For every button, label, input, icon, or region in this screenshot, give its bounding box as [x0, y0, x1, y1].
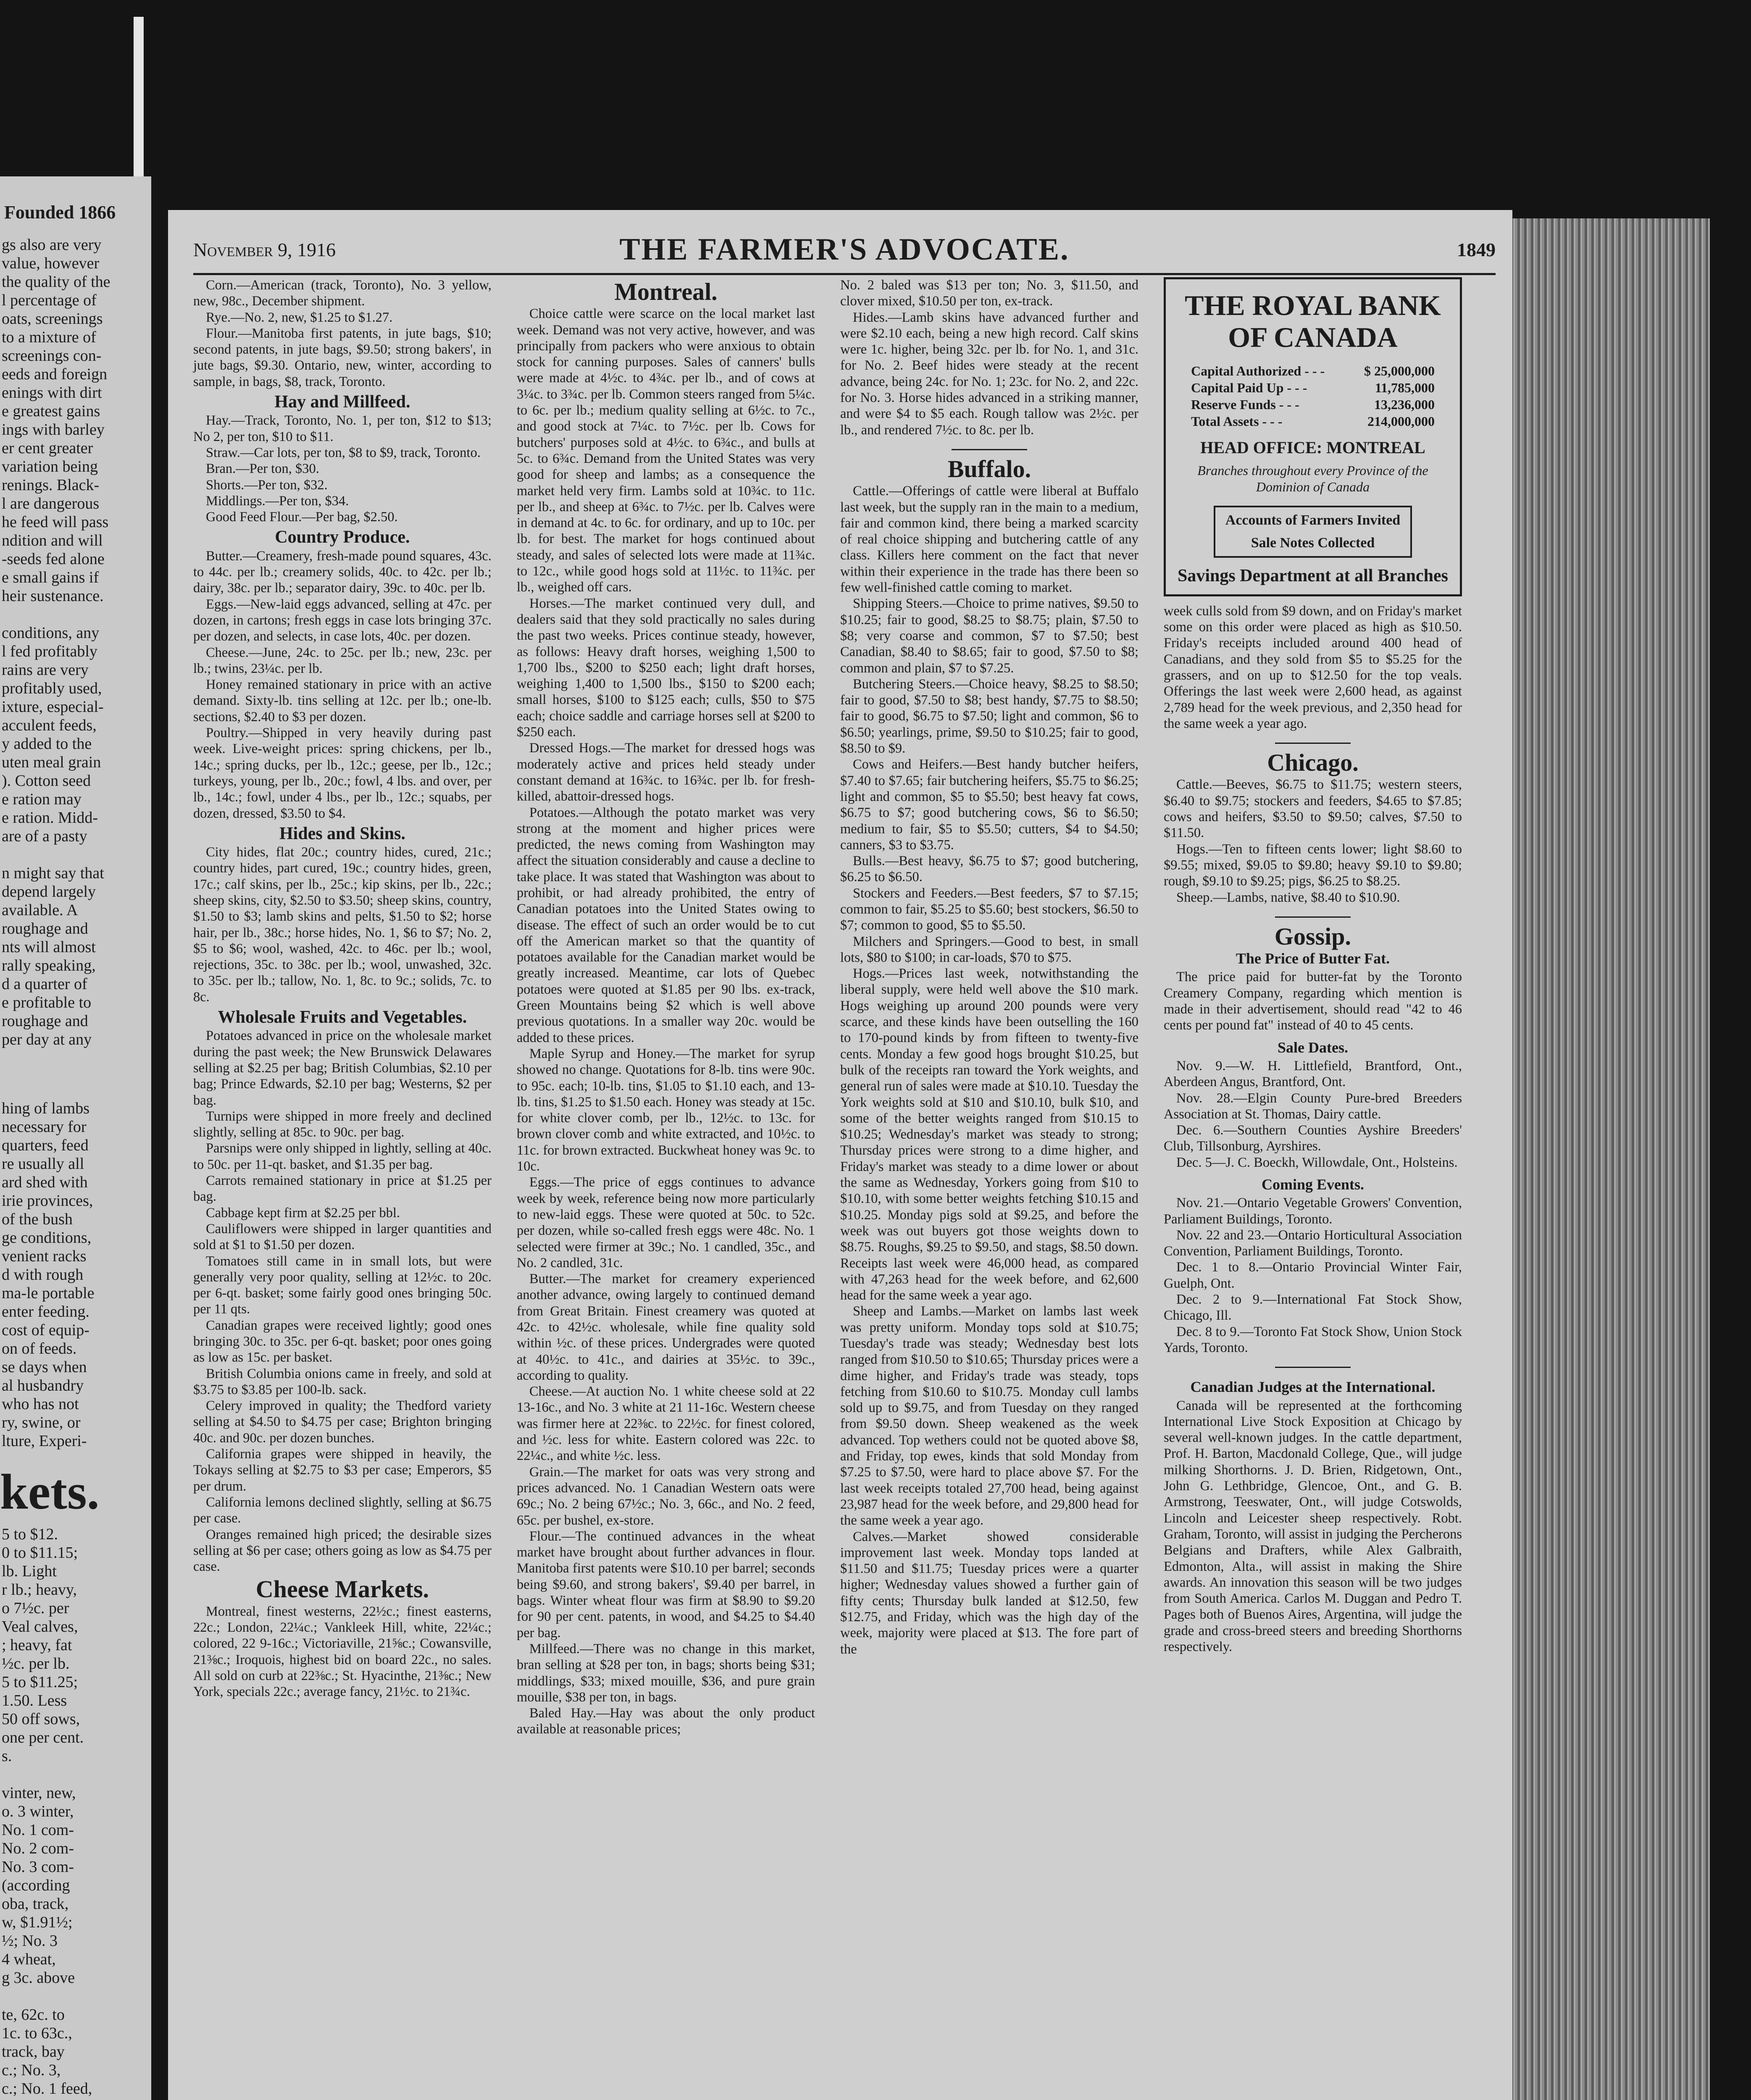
left-page-line: ; heavy, fat	[2, 1636, 72, 1654]
left-page-line: screenings con-	[2, 347, 102, 365]
section-heading: Gossip.	[1274, 922, 1351, 950]
masthead: THE FARMER'S ADVOCATE.	[619, 232, 1070, 267]
left-page-line: y added to the	[2, 735, 92, 753]
left-page-line: e profitable to	[2, 994, 92, 1011]
section-rule	[1275, 1367, 1351, 1368]
left-page-line: oats, screenings	[2, 310, 103, 328]
article-paragraph: Cheese.—At auction No. 1 white cheese sold at 22 13-16c., and No. 3 white at 21 11-16c. Western cheese was firmer here at 22⅜c. to 22½c. for finest colored, and ½c. less for white. Eastern colored was 22c. to 22¼c., and white ½c. less.	[517, 1384, 815, 1464]
left-page-line: one per cent.	[2, 1729, 84, 1746]
bank-figure-value: 11,785,000	[1375, 380, 1435, 395]
article-paragraph: Calves.—Market showed considerable improvement last week. Monday tops landed at $11.50 and $11.75; Tuesday prices were a quarter higher; Wednesday values showed a further gain of fifty cents; Thursday bulk landed at $12.50, few $12.75, and Friday, which was the high day of the week, majority were placed at $13. The fore part of the	[840, 1529, 1138, 1657]
left-page-line: he feed will pass	[2, 513, 109, 531]
bank-service-line: Accounts of Farmers Invited	[1225, 512, 1401, 528]
left-page-line: w, $1.91½;	[2, 1914, 73, 1931]
left-page-line: ½; No. 3	[2, 1932, 58, 1950]
article-paragraph: No. 2 baled was $13 per ton; No. 3, $11.50, and clover mixed, $10.50 per ton, ex-track.	[840, 278, 1138, 309]
scan-edge-bar	[134, 17, 144, 185]
left-page-line: te, 62c. to	[2, 2006, 65, 2024]
article-paragraph: Maple Syrup and Honey.—The market for syrup showed no change. Quotations for 8-lb. tins were 90c. to 95c. each; 10-lb. tins, $1.05 to $1.10 each, and 13-lb. tins, $1.25 to $1.50 each. Honey was steady at 15c. for white clover comb, per lb., 12½c. to 13c. for brown clover comb and white extracted, and 10½c. to 11c. for brown extracted. Buckwheat honey was 9c. to 10c.	[517, 1046, 815, 1174]
left-page-line: 50 off sows,	[2, 1710, 80, 1728]
left-page-line: cost of equip-	[2, 1321, 89, 1339]
left-page-line: track, bay	[2, 2043, 65, 2061]
left-page-line: 4 wheat,	[2, 1950, 56, 1968]
left-page-line: necessary for	[2, 1118, 87, 1136]
article-paragraph: Nov. 21.—Ontario Vegetable Growers' Convention, Parliament Buildings, Toronto.	[1164, 1195, 1462, 1227]
bank-figure-row	[1191, 413, 1435, 430]
left-page-line: vinter, new,	[2, 1784, 76, 1802]
article-paragraph: Shorts.—Per ton, $32.	[206, 477, 328, 493]
left-page-fragments	[0, 1099, 151, 1450]
bank-figure-value: 214,000,000	[1367, 414, 1435, 429]
left-page-line: lture, Experi-	[2, 1432, 87, 1450]
left-page-line: renings. Black-	[2, 476, 100, 494]
article-paragraph: Canada will be represented at the forthcoming International Live Stock Exposition at Chicago by several well-known judges. In the cattle department, Prof. H. Barton, Macdonald College, Que., will judge milking Shorthorns. J. D. Brien, Ridgetown, Ont., John G. Lethbridge, Glencoe, Ont., and G. B. Armstrong, Teeswater, Ont., will judge Cotswolds, Lincoln and Leicester sheep respectively. Robt. Graham, Toronto, will assist in judging the Percherons Belgians and Drafters, while Alex Galbraith, Edmonton, Alta., will assist in making the Shire awards. An innovation this season will be two judges from South America. Carlos M. Duggan and Pedro T. Pages both of Buenos Aires, Argentina, will judge the grade and cross-breed steers and breeding Shorthorns respectively.	[1164, 1398, 1462, 1654]
left-page-line: l are dangerous	[2, 495, 100, 512]
left-page-line: ma-le portable	[2, 1284, 95, 1302]
left-page-line: quarters, feed	[2, 1137, 89, 1154]
left-page-line: d with rough	[2, 1266, 84, 1284]
article-paragraph: Middlings.—Per ton, $34.	[206, 493, 349, 509]
left-page-line: No. 1 com-	[2, 1821, 74, 1839]
section-heading: Wholesale Fruits and Vegetables.	[218, 1008, 467, 1027]
section-rule	[1275, 916, 1351, 918]
article-paragraph: Cheese.—June, 24c. to 25c. per lb.; new, 23c. per lb.; twins, 23¼c. per lb.	[193, 645, 492, 676]
left-page-line: to a mixture of	[2, 328, 96, 346]
article-paragraph: Parsnips were only shipped in lightly, selling at 40c. to 50c. per 11-qt. basket, and $1.35 per bag.	[193, 1141, 492, 1172]
bank-figure-label: Total Assets - - -	[1191, 414, 1283, 429]
left-page-line: who has not	[2, 1395, 79, 1413]
section-heading: Chicago.	[1267, 749, 1359, 777]
bank-title-line1: THE ROYAL BANK	[1185, 289, 1441, 321]
left-page-line: depend largely	[2, 883, 96, 900]
left-page-line: acculent feeds,	[2, 717, 97, 734]
column-2	[517, 277, 815, 1738]
article-paragraph: Hides.—Lamb skins have advanced further and were $2.10 each, being a new high record. Calf skins were 1c. higher, being 32c. per lb. for No. 1, and 31c. for No. 2. Beef hides were steady at the recent advance, being 24c. for No. 1; 23c. for No. 2, and 22c. for No. 3. Horse hides advanced in a striking manner, and were $4 to $5 each. Rough tallow was 2½c. per lb., and rendered 7½c. to 8c. per lb.	[840, 310, 1138, 438]
article-paragraph: Hay.—Track, Toronto, No. 1, per ton, $12 to $13; No 2, per ton, $10 to $11.	[193, 413, 492, 444]
left-page-line	[0, 1987, 151, 2006]
left-page-line: s.	[2, 1747, 12, 1765]
section-heading: Hides and Skins.	[279, 824, 405, 843]
article-paragraph: Hogs.—Prices last week, notwithstanding the liberal supply, were held well above the $10 mark. Hogs weighing up around 200 pounds were very scarce, and these kinds have been outselling the 160 to 170-pound kinds by from fifteen to twenty-five cents. Monday a few good hogs brought $10.25, but bulk of the receipts ran toward the York weights, and general run of sales were made at $10.10. Tuesday the York weights sold at $10 and $10.10, bulk $10, and some of the better weights ranged from $10.15 to $10.25; Wednesday's market was steady to strong; Thursday prices were strong to a dime higher, and Friday's market was steady to a dime lower or about the same as Wednesday, Yorkers going from $10 to $10.10, with some better weights fetching $10.15 and $10.25. Monday pigs sold at $9.25, and before the week was out buyers got those weights down to $8.75. Roughs, $9.25 to $9.50, and stags, $8.50 down. Receipts last week were 46,000 head, as compared with 47,263 head for the week before, and 62,600 head for the same week a year ago.	[840, 966, 1138, 1303]
article-paragraph: Cattle.—Beeves, $6.75 to $11.75; western steers, $6.40 to $9.75; stockers and feeders, $4.65 to $7.85; cows and heifers, $3.50 to $9.50; calves, $7.50 to $11.50.	[1164, 777, 1462, 841]
left-page-line: ry, swine, or	[2, 1414, 81, 1431]
section-rule	[952, 449, 1027, 450]
article-paragraph: Carrots remained stationary in price at $1.25 per bag.	[193, 1173, 492, 1205]
article-paragraph: Grain.—The market for oats was very strong and prices advanced. No. 1 Canadian Western oats were 69c.; No. 2 being 67½c.; No. 3, 66c., and No. 2 feed, 65c. per bushel, ex-store.	[517, 1464, 815, 1528]
left-page-line: roughage and	[2, 1012, 88, 1030]
left-page-line: o. 3 winter,	[2, 1803, 74, 1820]
royal-bank-advertisement	[1164, 277, 1462, 596]
section-heading: Buffalo.	[947, 455, 1031, 483]
book-binding-edge	[1508, 218, 1710, 2100]
article-paragraph: Dec. 1 to 8.—Ontario Provincial Winter Fair, Guelph, Ont.	[1164, 1260, 1462, 1291]
left-page-line	[0, 1765, 151, 1784]
article-paragraph: Bulls.—Best heavy, $6.75 to $7; good butchering, $6.25 to $6.50.	[840, 853, 1138, 885]
article-paragraph: Potatoes.—Although the potato market was very strong at the moment and higher prices were predicted, the news coming from Washington may affect the situation considerably and cause a decline to take place. It was stated that Washington was about to prohibit, or had already prohibited, the entry of Canadian potatoes into the United States owing to disease. The effect of such an order would be to cut off the American market so that the quantity of potatoes available for the Canadian market would be greatly increased. Meantime, car lots of Quebec potatoes were quoted at $1.85 per 90 lbs. ex-track, Green Mountains being $2 which is well above previous quotations. In a smaller way 20c. would be added to these prices.	[517, 805, 815, 1045]
bank-branches: Branches throughout every Province of the Dominion of Canada	[1197, 463, 1428, 494]
left-page-line: No. 3 com-	[2, 1858, 74, 1876]
article-paragraph: Horses.—The market continued very dull, and dealers said that they sold practically no sales during the past two weeks. Prices continue steady, however, as follows: Heavy draft horses, weighing 1,500 to 1,700 lbs., $200 to $250 each; light draft horses, weighing 1,400 to 1,500 lbs., $150 to $200 each; small horses, $100 to $125 each; culls, $50 to $75 each; choice saddle and carriage horses sell at $200 to $250 each.	[517, 596, 815, 740]
left-page-line: are of a pasty	[2, 827, 87, 845]
left-page-line: gs also are very	[2, 236, 102, 254]
article-paragraph: Oranges remained high priced; the desirable sizes selling at $6 per case; others going as low as $4.75 per case.	[193, 1527, 492, 1575]
page-header	[193, 227, 1496, 275]
left-page-line: venient racks	[2, 1247, 87, 1265]
bank-figure-row	[1191, 379, 1435, 396]
left-page-line: profitably used,	[2, 680, 102, 697]
left-page-line: hing of lambs	[2, 1100, 89, 1117]
left-page-headline: kets.	[0, 1464, 100, 1520]
left-page-line: n might say that	[2, 864, 104, 882]
article-paragraph: Straw.—Car lots, per ton, $8 to $9, track, Toronto.	[206, 445, 481, 460]
article-paragraph: Cauliflowers were shipped in larger quantities and sold at $1 to $1.50 per dozen.	[193, 1221, 492, 1253]
section-rule	[1275, 743, 1351, 744]
subheading: The Price of Butter Fat.	[1236, 950, 1390, 967]
article-paragraph: Butter.—Creamery, fresh-made pound squares, 43c. to 44c. per lb.; creamery solids, 40c. to 42c. per lb.; dairy, 38c. per lb.; separator dairy, 39c. to 40c. per lb.	[193, 548, 492, 596]
article-paragraph: Bran.—Per ton, $30.	[206, 461, 319, 477]
left-page-line	[0, 845, 151, 864]
article-paragraph: California grapes were shipped in heavily, the Tokays selling at $2.75 to $3 per case; Emperors, $5 per drum.	[193, 1446, 492, 1494]
left-page-line: eeds and foreign	[2, 365, 108, 383]
left-page-line: the quality of the	[2, 273, 110, 291]
article-paragraph: Turnips were shipped in more freely and declined slightly, selling at 85c. to 90c. per bag.	[193, 1108, 492, 1140]
article-paragraph: California lemons declined slightly, selling at $6.75 per case.	[193, 1494, 492, 1526]
bank-figure-value: 13,236,000	[1374, 397, 1435, 412]
left-page-line: variation being	[2, 458, 98, 475]
article-paragraph: Butter.—The market for creamery experienced another advance, owing largely to continued demand from Great Britain. Finest creamery was quoted at 42c. to 42½c. wholesale, while fine quality sold within ½c. of these prices. Undergrades were quoted at 40½c. to 41c., and dairies at 35½c. to 39c., according to quality.	[517, 1271, 815, 1383]
bank-services-box	[1214, 506, 1412, 558]
article-paragraph: Milchers and Springers.—Good to best, in small lots, $80 to $100; in car-loads, $70 to $75.	[840, 934, 1138, 965]
article-paragraph: City hides, flat 20c.; country hides, cured, 21c.; country hides, part cured, 19c.; country hides, green, 17c.; calf skins, per lb., 25c.; kip skins, per lb., 22c.; sheep skins, city, $2.50 to $3.50; sheep skins, country, $1.50 to $3; lamb skins and pelts, $1.50 to $2; horse hair, per lb., 38c.; horse hides, No. 1, $6 to $7; No. 2, $5 to $6; wool, washed, 42c. to 46c. per lb.; wool, rejections, 35c. to 38c. per lb.; wool, unwashed, 32c. to 35c. per lb.; tallow, No. 1, 8c. to 9c.; solids, 7c. to 8c.	[193, 845, 492, 1005]
left-page-line: ard shed with	[2, 1173, 88, 1191]
left-page-line: c.; No. 1 feed,	[2, 2080, 92, 2097]
left-page-line: conditions, any	[2, 624, 100, 642]
left-page-header: Founded 1866	[4, 202, 116, 223]
left-page-line: e ration. Midd-	[2, 809, 98, 827]
left-page-line: ings with barley	[2, 421, 105, 438]
left-page-line: r lb.; heavy,	[2, 1581, 77, 1599]
left-page-line: oba, track,	[2, 1895, 69, 1913]
article-paragraph: Baled Hay.—Hay was about the only product available at reasonable prices;	[517, 1706, 815, 1737]
article-paragraph: British Columbia onions came in freely, and sold at $3.75 to $3.85 per 100-lb. sack.	[193, 1366, 492, 1397]
subheading: Sale Dates.	[1278, 1039, 1348, 1056]
left-facing-page	[0, 176, 151, 2100]
left-page-line: heir sustenance.	[2, 587, 104, 605]
article-paragraph: Eggs.—The price of eggs continues to advance week by week, reference being now more particularly to new-laid eggs. These were quoted at 50c. to 52c. per dozen, while so-called fresh eggs were 48c. No. 1 selected were firmer at 39c.; No. 1 candled, 35c., and No. 2 candled, 31c.	[517, 1175, 815, 1270]
article-paragraph: Shipping Steers.—Choice to prime natives, $9.50 to $10.25; fair to good, $8.25 to $8.75; plain, $7.50 to $8; very coarse and common, $7 to $7.50; best Canadian, $8.40 to $8.65; fair to good, $7.50 to $8; common and plain, $7 to $7.25.	[840, 596, 1138, 676]
left-page-line: c.; No. 3,	[2, 2061, 61, 2079]
left-page-fragments	[0, 236, 151, 1049]
article-paragraph: Dec. 5—J. C. Boeckh, Willowdale, Ont., Holsteins.	[1176, 1155, 1458, 1170]
bank-figure-label: Capital Authorized - - -	[1191, 363, 1325, 378]
article-paragraph: The price paid for butter-fat by the Toronto Creamery Company, regarding which mention is made in their advertisement, should read "42 to 46 cents per pound fat" instead of 40 to 45 cents.	[1164, 969, 1462, 1033]
article-paragraph: Poultry.—Shipped in very heavily during past week. Live-weight prices: spring chickens, per lb., 14c.; spring ducks, per lb., 12c.; geese, per lb., 12c.; turkeys, young, per lb., 20c.; fowl, 4 lbs. and over, per lb., 14c.; fowl, under 4 lbs., per lb., 12c.; squabs, per dozen, dressed, $3.50 to $4.	[193, 725, 492, 821]
left-page-line: o 7½c. per	[2, 1599, 69, 1617]
left-page-line: roughage and	[2, 920, 88, 937]
left-page-line: lb. Light	[2, 1562, 57, 1580]
bank-title-line2: OF CANADA	[1228, 321, 1398, 353]
bank-figure-label: Reserve Funds - - -	[1191, 397, 1299, 412]
article-paragraph: Tomatoes still came in in small lots, but were generally very poor quality, selling at 12½c. to 20c. per 6-qt. basket; some fairly good ones bringing 50c. per 11 qts.	[193, 1253, 492, 1317]
article-paragraph: Montreal, finest westerns, 22½c.; finest easterns, 22c.; London, 22¼c.; Vankleek Hill, white, 22¼c.; colored, 22 9-16c.; Victoriaville, 21⅝c.; Cowansville, 21⅜c.; Iroquois, highest bid on board 22c., no sales. All sold on curb at 22⅜c.; St. Hyacinthe, 21⅜c.; New York, specials 22c.; average fancy, 21½c. to 21¾c.	[193, 1604, 492, 1700]
bank-figure-value: $ 25,000,000	[1364, 363, 1435, 378]
article-paragraph: Flour.—The continued advances in the wheat market have brought about further advances in flour. Manitoba first patents were $10.10 per barrel; seconds being $9.60, and strong bakers', $9.40 per barrel, in bags. Winter wheat flour was firm at $8.90 to $9.20 for 90 per cent. patents, in wood, and $4.25 to $4.40 per bag.	[517, 1528, 815, 1641]
article-paragraph: week culls sold from $9 down, and on Friday's market some on this order were placed as high as $10.50. Friday's receipts included around 400 head of Canadians, and they sold from $5 to $5.25 for the grassers, and on up to $12.50 for the top veals. Offerings the last week were 2,600 head, as against 2,789 head for the week previous, and 2,350 head for the same week a year ago.	[1164, 603, 1462, 731]
section-heading: Hay and Millfeed.	[274, 392, 410, 412]
left-page-line: -seeds fed alone	[2, 550, 105, 568]
article-paragraph: Millfeed.—There was no change in this market, bran selling at $28 per ton, in bags; shorts being $31; middlings, $33; mixed mouille, $36, and pure grain mouille, $38 per ton, in bags.	[517, 1641, 815, 1705]
article-paragraph: Dec. 6.—Southern Counties Ayshire Breeders' Club, Tillsonburg, Ayrshires.	[1164, 1123, 1462, 1154]
left-page-line: irie provinces,	[2, 1192, 93, 1210]
article-paragraph: Corn.—American (track, Toronto), No. 3 yellow, new, 98c., December shipment.	[193, 278, 492, 309]
left-page-line: g 3c. above	[2, 1969, 75, 1987]
left-page-line: 5 to $11.25;	[2, 1673, 78, 1691]
article-paragraph: Dec. 8 to 9.—Toronto Fat Stock Show, Union Stock Yards, Toronto.	[1164, 1324, 1462, 1355]
bank-savings-line: Savings Department at all Branches	[1178, 566, 1448, 586]
article-paragraph: Good Feed Flour.—Per bag, $2.50.	[206, 509, 398, 525]
newspaper-page	[168, 210, 1512, 2100]
left-page-line: al husbandry	[2, 1377, 84, 1394]
article-paragraph: Potatoes advanced in price on the wholesale market during the past week; the New Brunswick Delawares selling at $2.25 per bag; British Columbias, $2.10 per bag; Prince Edwards, $2.10 per bag; Westerns, $2 per bag.	[193, 1028, 492, 1108]
bank-figure-row	[1191, 396, 1435, 413]
section-heading: Montreal.	[614, 278, 718, 305]
left-page-line: Veal calves,	[2, 1618, 78, 1635]
bank-figure-row	[1191, 362, 1435, 379]
section-heading: Cheese Markets.	[255, 1575, 429, 1603]
left-page-line: No. 2 com-	[2, 1840, 74, 1857]
bank-head-office: HEAD OFFICE: MONTREAL	[1200, 438, 1425, 457]
left-page-line: nts will almost	[2, 938, 96, 956]
column-4	[1164, 277, 1462, 1655]
issue-date: November 9, 1916	[193, 239, 336, 260]
left-page-line: se days when	[2, 1358, 87, 1376]
left-page-line: ixture, especial-	[2, 698, 104, 716]
left-page-line: e greatest gains	[2, 402, 100, 420]
left-page-line: ½c. per lb.	[2, 1655, 70, 1672]
article-paragraph: Nov. 9.—W. H. Littlefield, Brantford, Ont., Aberdeen Angus, Brantford, Ont.	[1164, 1058, 1462, 1090]
left-page-line: er cent greater	[2, 439, 93, 457]
bank-figure-label: Capital Paid Up - - -	[1191, 380, 1307, 395]
left-page-line: available. A	[2, 901, 78, 919]
left-page-line: 1.50. Less	[2, 1692, 67, 1709]
left-page-line: enter feeding.	[2, 1303, 89, 1320]
left-page-line: rains are very	[2, 661, 89, 679]
left-page-line: per day at any	[2, 1031, 92, 1048]
article-paragraph: Stockers and Feeders.—Best feeders, $7 to $7.15; common to fair, $5.25 to $5.60; best stockers, $6.50 to $7; common to good, $5 to $5.50.	[840, 885, 1139, 933]
left-page-line: value, however	[2, 255, 100, 272]
bank-service-line: Sale Notes Collected	[1251, 535, 1375, 551]
article-paragraph: Hogs.—Ten to fifteen cents lower; light $8.60 to $9.55; mixed, $9.05 to $9.80; heavy $9.10 to $9.80; rough, $9.10 to $9.25; pigs, $6.25 to $8.25.	[1164, 841, 1462, 889]
article-paragraph: Choice cattle were scarce on the local market last week. Demand was not very active, however, and was principally from packers who were anxious to obtain stock for canning purposes. Sales of canners' bulls were made at 4½c. to 4¾c. per lb., and of cows at 3¼c. to 3¾c. per lb. Common steers ranged from 5¼c. to 6c. per lb.; medium quality selling at 6½c. to 7c., and good stock at 7¼c. to 7½c. per lb. Cows for butchers' purposes sold at 4½c. to 6¾c., and bulls at 5c. to 6¾c. Demand from the United States was very good for sheep and lambs; as a consequence the market held very firm. Lambs sold at 10¾c. to 11c. per lb., and sheep at 6¾c. to 7½c. per lb. Calves were in demand at 4c. to 6c. for ordinary, and up to 10c. per lb. for best. The market for hogs continued about steady, and sales of selected lots were made at 11¾c. to 12c., while good hogs sold at 11½c. to 11¾c. per lb., weighed off cars.	[517, 306, 815, 595]
article-paragraph: Dressed Hogs.—The market for dressed hogs was moderately active and prices held steady under constant demand at 16¾c. to 16¾c. per lb. for fresh-killed, abattoir-dressed hogs.	[517, 740, 815, 804]
left-page-line: (according	[2, 1877, 70, 1894]
section-heading: Country Produce.	[275, 528, 410, 547]
article-paragraph: Cattle.—Offerings of cattle were liberal at Buffalo last week, but the supply ran in the main to a medium, fair and common kind, there being a marked scarcity of real choice shipping and butchering cattle of any class. Killers here comment on the fact that never within their experience in the trade has there been so few well-finished cattle coming to market.	[840, 483, 1138, 596]
bank-figures	[1174, 362, 1451, 430]
left-page-line: d a quarter of	[2, 975, 87, 993]
article-paragraph: Flour.—Manitoba first patents, in jute bags, $10; second patents, in jute bags, $9.50; strong bakers', in jute bags, $9.30. Ontario, new, winter, according to sample, in bags, $8, track, Toronto.	[193, 326, 492, 389]
left-page-line: 1c. to 63c.,	[2, 2024, 72, 2042]
left-page-line	[0, 605, 151, 624]
article-paragraph: Eggs.—New-laid eggs advanced, selling at 47c. per dozen, in cartons; fresh eggs in case lots bringing 37c. per dozen, and selects, in case lots, 40c. per dozen.	[193, 596, 492, 644]
left-page-line: uten meal grain	[2, 753, 101, 771]
subheading: Coming Events.	[1261, 1176, 1365, 1193]
left-page-line: of the bush	[2, 1210, 73, 1228]
left-page-line: ge conditions,	[2, 1229, 92, 1247]
left-page-line: re usually all	[2, 1155, 84, 1173]
article-paragraph: Canadian grapes were received lightly; good ones bringing 30c. to 35c. per 6-qt. basket; poor ones going as low as 15c. per basket.	[193, 1318, 492, 1365]
left-page-line: ). Cotton seed	[2, 772, 91, 790]
left-page-fragments	[0, 1525, 151, 2100]
article-paragraph: Sheep and Lambs.—Market on lambs last week was pretty uniform. Monday tops sold at $10.75; Tuesday's trade was steady; Wednesday best lots ranged from $10.50 to $10.65; Thursday prices were a dime higher, and Friday's trade was steady, tops fetching from $10.60 to $10.75. Monday cull lambs sold up to $9.75, and from Tuesday on they ranged from $9.50 down. Sheep weakened as the week advanced. Top wethers could not be quoted above $8, and Friday, top ewes, kinds that sold Monday from $7.25 to $7.50, were hard to place above $7. For the last week receipts totaled 27,700 head, being against 23,987 head for the week before, and 29,800 head for the same week a year ago.	[840, 1304, 1138, 1528]
column-3	[840, 277, 1138, 1657]
article-paragraph: Rye.—No. 2, new, $1.25 to $1.27.	[206, 310, 393, 325]
column-1	[193, 277, 492, 1700]
subheading: Canadian Judges at the International.	[1190, 1378, 1436, 1396]
article-paragraph: Honey remained stationary in price with an active demand. Sixty-lb. tins selling at 12c. per lb.; one-lb. sections, $2.40 to $3 per dozen.	[193, 677, 492, 724]
left-page-line: e small gains if	[2, 569, 99, 586]
left-page-line: rally speaking,	[2, 957, 96, 974]
left-page-line: l percentage of	[2, 291, 97, 309]
left-page-line: enings with dirt	[2, 384, 102, 402]
left-page-line: 5 to $12.	[2, 1525, 58, 1543]
left-page-line: ndition and will	[2, 532, 103, 549]
article-paragraph: Celery improved in quality; the Thedford variety selling at $4.50 to $4.75 per case; Brighton bringing 40c. and 90c. per dozen bunches.	[193, 1398, 492, 1446]
left-page-line: e ration may	[2, 790, 82, 808]
left-page-line: l fed profitably	[2, 643, 97, 660]
article-paragraph: Nov. 22 and 23.—Ontario Horticultural Association Convention, Parliament Buildings, Toronto.	[1164, 1227, 1462, 1259]
article-paragraph: Dec. 2 to 9.—International Fat Stock Show, Chicago, Ill.	[1164, 1292, 1462, 1323]
column-4-text	[1164, 603, 1462, 1655]
article-paragraph: Cabbage kept firm at $2.25 per bbl.	[206, 1205, 400, 1221]
left-page-line: 0 to $11.15;	[2, 1544, 78, 1562]
article-paragraph: Nov. 28.—Elgin County Pure-bred Breeders Association at St. Thomas, Dairy cattle.	[1164, 1090, 1462, 1122]
article-paragraph: Sheep.—Lambs, native, $8.40 to $10.90.	[1176, 890, 1400, 905]
left-page-line	[0, 2098, 151, 2100]
left-page-line: on of feeds.	[2, 1340, 77, 1357]
article-paragraph: Butchering Steers.—Choice heavy, $8.25 to $8.50; fair to good, $7.50 to $8; best handy, $7.75 to $8.50; fair to good, $6.75 to $7.50; light and common, $6 to $6.50; yearlings, prime, $9.50 to $10.25; fair to good, $8.50 to $9.	[840, 676, 1138, 756]
page-number: 1849	[1457, 239, 1496, 260]
article-paragraph: Cows and Heifers.—Best handy butcher heifers, $7.40 to $7.65; fair butchering heifers, $5.75 to $6.25; light and common, $5 to $5.50; best heavy fat cows, $6.75 to $7; good butchering cows, $6 to $6.50; medium to fair, $5 to $5.50; cutters, $4 to $4.50; canners, $3 to $3.75.	[840, 757, 1138, 853]
